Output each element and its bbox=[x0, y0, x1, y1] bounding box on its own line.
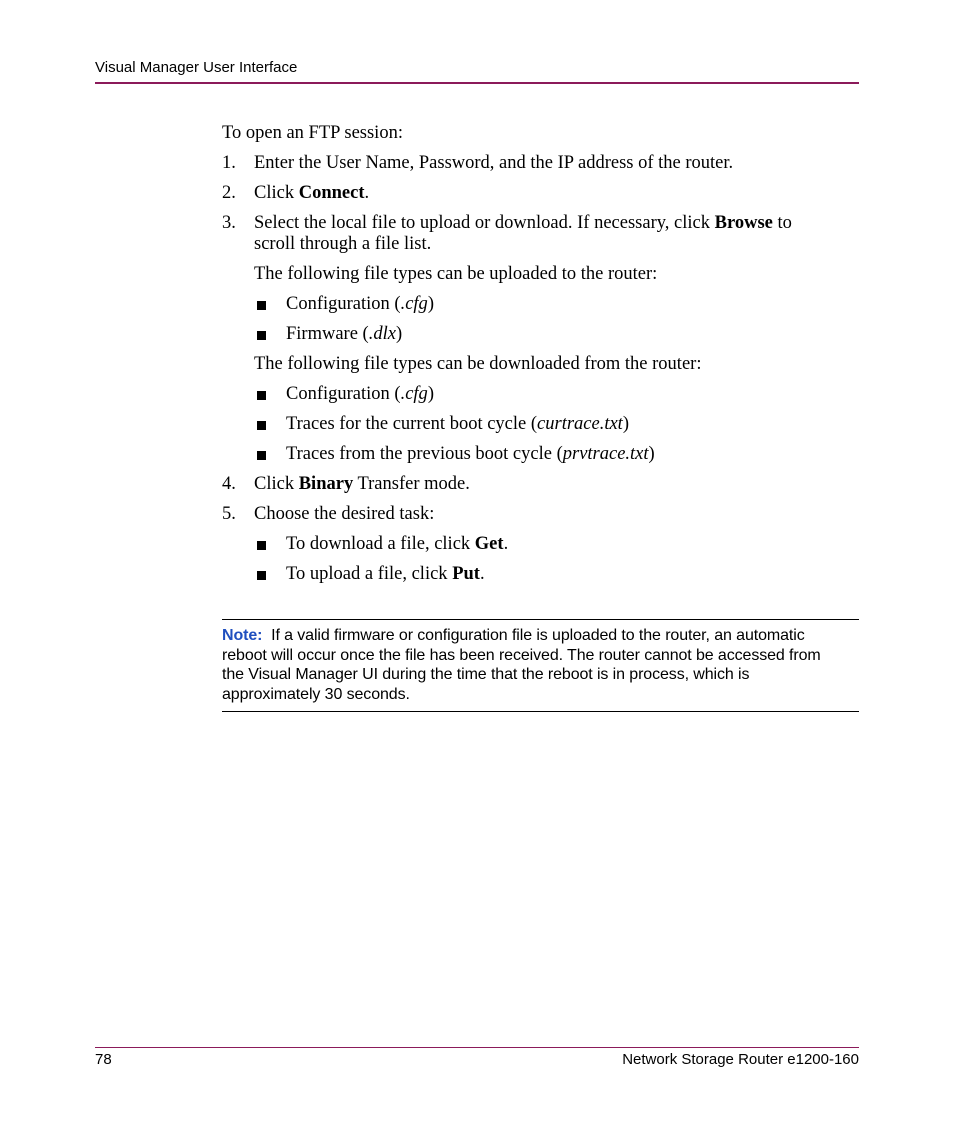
binary-term: Binary bbox=[298, 474, 354, 494]
bullet-icon bbox=[257, 421, 266, 430]
list-item: Firmware (.dlx) bbox=[286, 324, 403, 344]
step-1-text: Enter the User Name, Password, and the IP address of the router. bbox=[254, 153, 734, 173]
browse-term: Browse bbox=[714, 213, 773, 233]
header-rule bbox=[95, 82, 859, 84]
step-3-text-line2: scroll through a file list. bbox=[254, 234, 432, 254]
connect-term: Connect bbox=[298, 183, 365, 203]
step-5-number: 5. bbox=[222, 504, 236, 524]
bullet-icon bbox=[257, 331, 266, 340]
note-line: reboot will occur once the file has been received. The router cannot be accessed from bbox=[222, 646, 821, 664]
step-2-text: Click Connect. bbox=[254, 183, 370, 203]
note-line: approximately 30 seconds. bbox=[222, 685, 410, 703]
step-3-text: Select the local file to upload or download. If necessary, click Browse to bbox=[254, 213, 792, 233]
upload-intro: The following file types can be uploaded to the router: bbox=[254, 264, 658, 284]
step-3-number: 3. bbox=[222, 213, 236, 233]
step-5-text: Choose the desired task: bbox=[254, 504, 435, 524]
footer-rule bbox=[95, 1047, 859, 1048]
step-2-number: 2. bbox=[222, 183, 236, 203]
list-item: Configuration (.cfg) bbox=[286, 384, 434, 404]
step-4-number: 4. bbox=[222, 474, 236, 494]
page-number: 78 bbox=[95, 1051, 112, 1068]
bullet-icon bbox=[257, 391, 266, 400]
list-item: Traces from the previous boot cycle (prvtrace.txt) bbox=[286, 444, 655, 464]
put-term: Put bbox=[452, 564, 480, 584]
bullet-icon bbox=[257, 301, 266, 310]
intro-text: To open an FTP session: bbox=[222, 123, 403, 143]
bullet-icon bbox=[257, 451, 266, 460]
download-intro: The following file types can be downloaded from the router: bbox=[254, 354, 702, 374]
list-item: To download a file, click Get. bbox=[286, 534, 509, 554]
running-header: Visual Manager User Interface bbox=[95, 59, 298, 76]
bullet-icon bbox=[257, 541, 266, 550]
step-1-number: 1. bbox=[222, 153, 236, 173]
running-footer-title: Network Storage Router e1200-160 bbox=[622, 1051, 859, 1068]
note-rule-top bbox=[222, 619, 859, 620]
list-item: Traces for the current boot cycle (curtrace.txt) bbox=[286, 414, 629, 434]
step-4-text: Click Binary Transfer mode. bbox=[254, 474, 470, 494]
note-line: Note: If a valid firmware or configuration file is uploaded to the router, an automatic bbox=[222, 627, 805, 644]
note-rule-bottom bbox=[222, 711, 859, 712]
note-line: the Visual Manager UI during the time that the reboot is in process, which is bbox=[222, 666, 750, 683]
note-label: Note: bbox=[222, 627, 263, 644]
list-item: Configuration (.cfg) bbox=[286, 294, 434, 314]
list-item: To upload a file, click Put. bbox=[286, 564, 485, 584]
note-box bbox=[222, 626, 859, 704]
bullet-icon bbox=[257, 571, 266, 580]
get-term: Get bbox=[474, 534, 504, 554]
